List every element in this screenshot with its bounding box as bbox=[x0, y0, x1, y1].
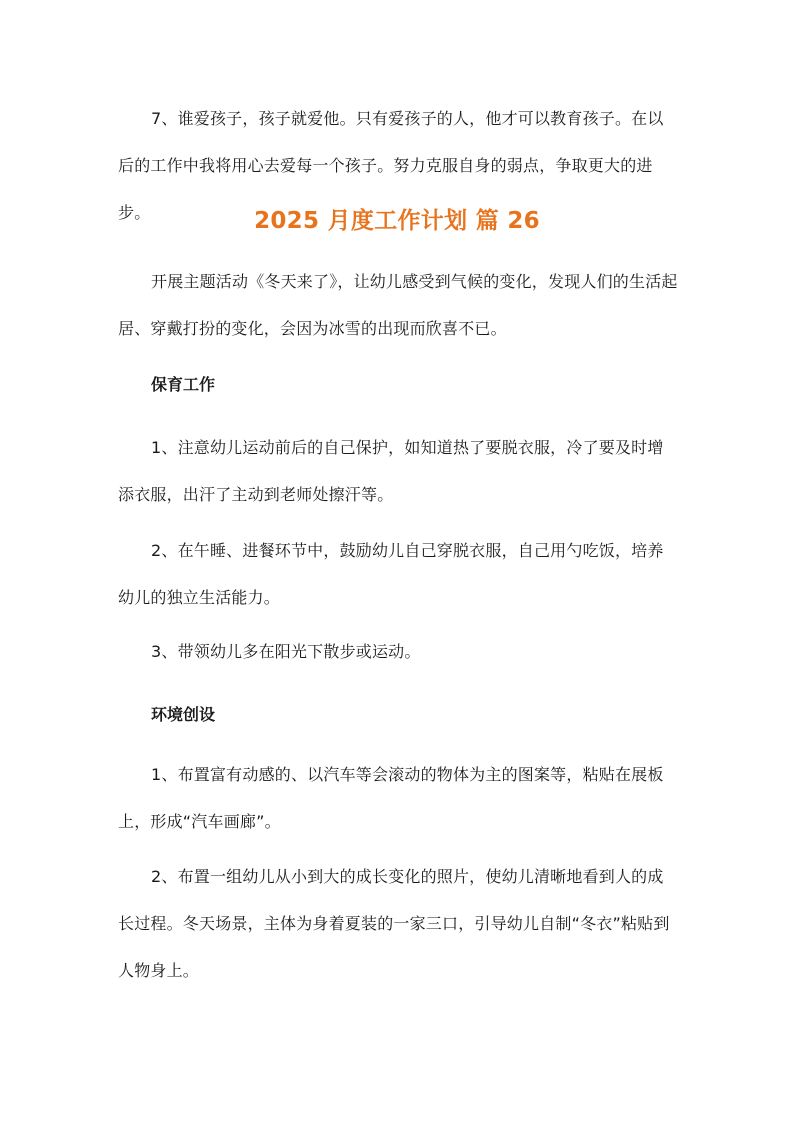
paragraph-item-7: 7、谁爱孩子，孩子就爱他。只有爱孩子的人，他才可以教育孩子。在以后的工作中我将用心去爱每一个孩子。努力克服自身的弱点，争取更大的进步。 bbox=[118, 109, 664, 222]
paragraph-care-3: 3、带领幼儿多在阳光下散步或运动。 bbox=[151, 642, 421, 661]
heading-environment: 环境创设 bbox=[151, 705, 216, 724]
heading-care-work: 保育工作 bbox=[151, 375, 216, 394]
section-title: 2025 月度工作计划 篇 26 bbox=[254, 208, 540, 234]
paragraph-intro: 开展主题活动《冬天来了》，让幼儿感受到气候的变化，发现人们的生活起居、穿戴打扮的变化，会因为冰雪的出现而欣喜不已。 bbox=[118, 272, 678, 338]
paragraph-env-1: 1、布置富有动感的、以汽车等会滚动的物体为主的图案等，粘贴在展板上，形成“汽车画廊”。 bbox=[118, 765, 664, 831]
paragraph-env-2: 2、布置一组幼儿从小到大的成长变化的照片，使幼儿清晰地看到人的成长过程。冬天场景，主体为身着夏装的一家三口，引导幼儿自制“冬衣”粘贴到人物身上。 bbox=[118, 867, 670, 980]
paragraph-care-1: 1、注意幼儿运动前后的自己保护，如知道热了要脱衣服，冷了要及时增添衣服，出汗了主动到老师处擦汗等。 bbox=[118, 438, 664, 504]
paragraph-care-2: 2、在午睡、进餐环节中，鼓励幼儿自己穿脱衣服，自己用勺吃饭，培养幼儿的独立生活能力。 bbox=[118, 541, 664, 607]
